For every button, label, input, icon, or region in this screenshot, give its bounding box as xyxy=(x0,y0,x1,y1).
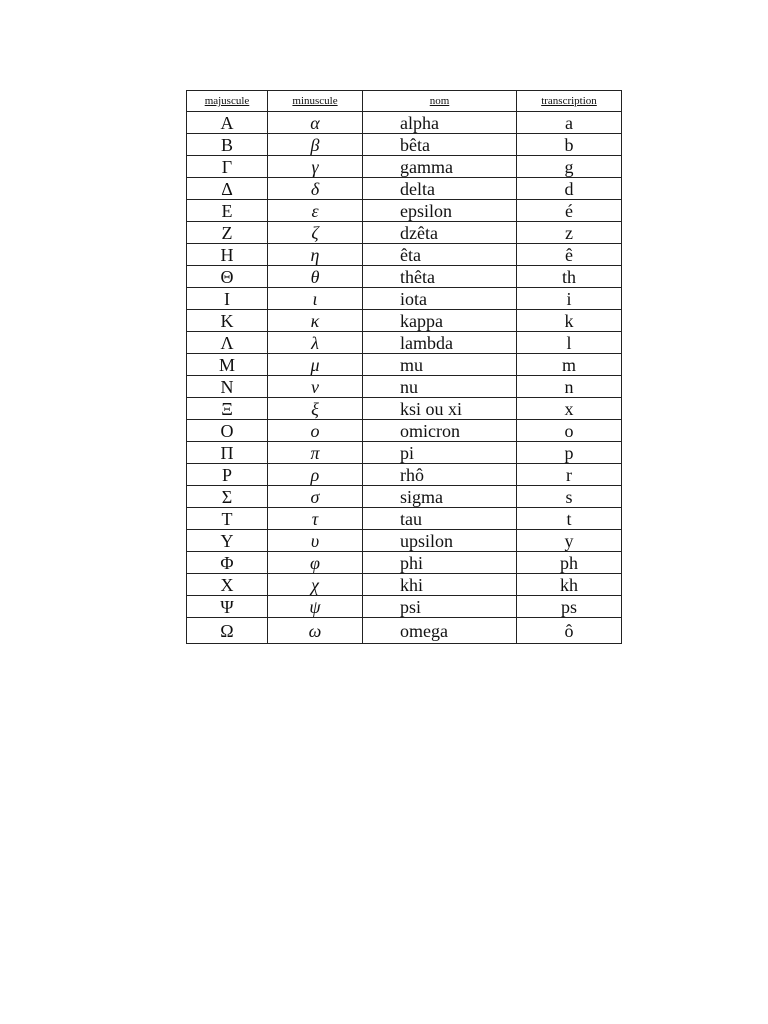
cell-majuscule: Ω xyxy=(187,618,268,644)
cell-majuscule: Ψ xyxy=(187,596,268,618)
table-row xyxy=(187,112,622,134)
cell-majuscule: Τ xyxy=(187,508,268,530)
table-row xyxy=(187,288,622,310)
table-row xyxy=(187,552,622,574)
cell-minuscule: σ xyxy=(268,486,363,508)
cell-nom: iota xyxy=(363,288,517,310)
cell-majuscule: Σ xyxy=(187,486,268,508)
cell-majuscule: Α xyxy=(187,112,268,134)
cell-minuscule: χ xyxy=(268,574,363,596)
cell-minuscule: ξ xyxy=(268,398,363,420)
cell-majuscule: Μ xyxy=(187,354,268,376)
cell-majuscule: Η xyxy=(187,244,268,266)
table-row xyxy=(187,222,622,244)
table-header-row xyxy=(187,91,622,112)
table-row xyxy=(187,156,622,178)
cell-nom: gamma xyxy=(363,156,517,178)
cell-majuscule: Υ xyxy=(187,530,268,552)
cell-nom: ksi ou xi xyxy=(363,398,517,420)
cell-majuscule: Ρ xyxy=(187,464,268,486)
cell-minuscule: ε xyxy=(268,200,363,222)
cell-nom: dzêta xyxy=(363,222,517,244)
table-body xyxy=(187,112,622,644)
cell-transcription: z xyxy=(517,222,622,244)
table-row xyxy=(187,398,622,420)
cell-minuscule: ρ xyxy=(268,464,363,486)
cell-nom: phi xyxy=(363,552,517,574)
cell-majuscule: Ξ xyxy=(187,398,268,420)
cell-transcription: b xyxy=(517,134,622,156)
cell-nom: sigma xyxy=(363,486,517,508)
cell-nom: omega xyxy=(363,618,517,644)
cell-transcription: p xyxy=(517,442,622,464)
cell-minuscule: β xyxy=(268,134,363,156)
table-row xyxy=(187,244,622,266)
cell-transcription: n xyxy=(517,376,622,398)
cell-transcription: y xyxy=(517,530,622,552)
cell-minuscule: γ xyxy=(268,156,363,178)
cell-majuscule: Ε xyxy=(187,200,268,222)
cell-nom: psi xyxy=(363,596,517,618)
cell-transcription: kh xyxy=(517,574,622,596)
cell-nom: khi xyxy=(363,574,517,596)
cell-transcription: a xyxy=(517,112,622,134)
cell-transcription: o xyxy=(517,420,622,442)
cell-transcription: ê xyxy=(517,244,622,266)
header-majuscule: majuscule xyxy=(187,91,268,112)
table-row xyxy=(187,134,622,156)
cell-nom: pi xyxy=(363,442,517,464)
cell-transcription: ô xyxy=(517,618,622,644)
cell-minuscule: ω xyxy=(268,618,363,644)
greek-alphabet-table xyxy=(186,90,622,644)
table-row xyxy=(187,508,622,530)
cell-minuscule: μ xyxy=(268,354,363,376)
table-row xyxy=(187,200,622,222)
cell-nom: upsilon xyxy=(363,530,517,552)
cell-transcription: t xyxy=(517,508,622,530)
cell-majuscule: Φ xyxy=(187,552,268,574)
cell-transcription: th xyxy=(517,266,622,288)
cell-minuscule: ζ xyxy=(268,222,363,244)
cell-transcription: g xyxy=(517,156,622,178)
cell-majuscule: Β xyxy=(187,134,268,156)
cell-minuscule: λ xyxy=(268,332,363,354)
table-row xyxy=(187,464,622,486)
cell-transcription: r xyxy=(517,464,622,486)
cell-transcription: é xyxy=(517,200,622,222)
cell-transcription: s xyxy=(517,486,622,508)
cell-majuscule: Ν xyxy=(187,376,268,398)
table-row xyxy=(187,596,622,618)
table-row xyxy=(187,618,622,644)
cell-nom: tau xyxy=(363,508,517,530)
cell-minuscule: α xyxy=(268,112,363,134)
cell-minuscule: κ xyxy=(268,310,363,332)
cell-majuscule: Θ xyxy=(187,266,268,288)
cell-nom: thêta xyxy=(363,266,517,288)
cell-minuscule: ο xyxy=(268,420,363,442)
cell-nom: delta xyxy=(363,178,517,200)
cell-minuscule: ψ xyxy=(268,596,363,618)
cell-minuscule: ι xyxy=(268,288,363,310)
cell-majuscule: Ζ xyxy=(187,222,268,244)
cell-transcription: d xyxy=(517,178,622,200)
cell-minuscule: π xyxy=(268,442,363,464)
table-row xyxy=(187,486,622,508)
header-nom: nom xyxy=(363,91,517,112)
cell-minuscule: θ xyxy=(268,266,363,288)
cell-minuscule: υ xyxy=(268,530,363,552)
table-row xyxy=(187,442,622,464)
table-row xyxy=(187,376,622,398)
table-row xyxy=(187,266,622,288)
cell-nom: omicron xyxy=(363,420,517,442)
cell-majuscule: Λ xyxy=(187,332,268,354)
header-minuscule: minuscule xyxy=(268,91,363,112)
cell-majuscule: Χ xyxy=(187,574,268,596)
cell-nom: rhô xyxy=(363,464,517,486)
cell-minuscule: ν xyxy=(268,376,363,398)
cell-transcription: ph xyxy=(517,552,622,574)
cell-majuscule: Δ xyxy=(187,178,268,200)
cell-nom: epsilon xyxy=(363,200,517,222)
cell-transcription: l xyxy=(517,332,622,354)
cell-nom: nu xyxy=(363,376,517,398)
cell-transcription: ps xyxy=(517,596,622,618)
cell-nom: alpha xyxy=(363,112,517,134)
cell-transcription: k xyxy=(517,310,622,332)
table-row xyxy=(187,332,622,354)
cell-majuscule: Π xyxy=(187,442,268,464)
table-row xyxy=(187,420,622,442)
cell-nom: bêta xyxy=(363,134,517,156)
header-transcription: transcription xyxy=(517,91,622,112)
cell-majuscule: Ι xyxy=(187,288,268,310)
cell-minuscule: φ xyxy=(268,552,363,574)
cell-nom: lambda xyxy=(363,332,517,354)
cell-nom: êta xyxy=(363,244,517,266)
cell-minuscule: τ xyxy=(268,508,363,530)
table-row xyxy=(187,574,622,596)
table-row xyxy=(187,310,622,332)
cell-minuscule: δ xyxy=(268,178,363,200)
cell-minuscule: η xyxy=(268,244,363,266)
cell-majuscule: Γ xyxy=(187,156,268,178)
cell-transcription: m xyxy=(517,354,622,376)
cell-transcription: i xyxy=(517,288,622,310)
table-row xyxy=(187,530,622,552)
cell-nom: kappa xyxy=(363,310,517,332)
table-row xyxy=(187,178,622,200)
cell-majuscule: Ο xyxy=(187,420,268,442)
table-row xyxy=(187,354,622,376)
cell-nom: mu xyxy=(363,354,517,376)
cell-majuscule: Κ xyxy=(187,310,268,332)
cell-transcription: x xyxy=(517,398,622,420)
